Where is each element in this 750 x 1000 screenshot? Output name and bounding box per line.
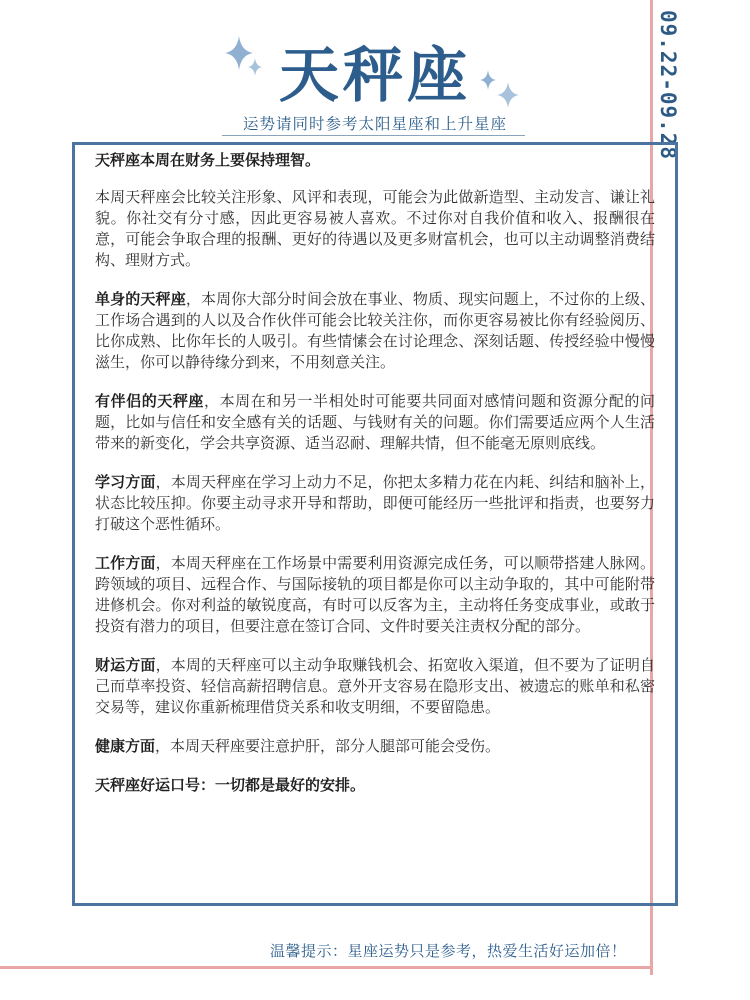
section-partnered <box>95 391 655 454</box>
section-text: ，本周天秤座要注意护肝，部分人腿部可能会受伤。 <box>155 737 501 755</box>
subtitle: 运势请同时参考太阳星座和上升星座 <box>242 115 507 133</box>
section-lead: 工作方面 <box>95 554 156 572</box>
section-lead: 有伴侣的天秤座 <box>95 392 204 410</box>
section-text: ，本周你大部分时间会放在事业、物质、现实问题上，不过你的上级、工作场合遇到的人以及合作伙伴可能会比较关注你，而你更容易被比你有经验阅历、比你成熟、比你年长的人吸引。有些情愫会在讨论理念、深刻话题、传授经验中慢慢滋生，你可以静待缘分到来，不用刻意关注。 <box>95 290 655 371</box>
subtitle-underline <box>222 135 525 136</box>
section-lead: 财运方面 <box>95 656 156 674</box>
section-wealth <box>95 655 655 718</box>
section-single <box>95 289 655 373</box>
date-range: 09.22-09.28 <box>656 10 680 161</box>
lucky-slogan: 天秤座好运口号：一切都是最好的安排。 <box>95 776 366 794</box>
section-text: ，本周天秤座在工作场景中需要利用资源完成任务，可以顺带搭建人脉网。跨领域的项目、远程合作、与国际接轨的项目都是你可以主动争取的，其中可能附带进修机会。你对利益的敏锐度高，有时可以反客为主，主动将任务变成事业，或敢于投资有潜力的项目，但要注意在签订合同、文件时要关注责权分配的部分。 <box>95 554 655 635</box>
paragraph-general: 本周天秤座会比较关注形象、风评和表现，可能会为此做新造型、主动发言、谦让礼貌。你社交有分寸感，因此更容易被人喜欢。不过你对自我价值和收入、报酬很在意，可能会争取合理的报酬、更好的待遇以及更多财富机会，也可以主动调整消费结构、理财方式。 <box>95 188 655 269</box>
section-study <box>95 472 655 535</box>
section-text: ，本周的天秤座可以主动争取赚钱机会、拓宽收入渠道，但不要为了证明自己而草率投资、轻信高薪招聘信息。意外开支容易在隐形支出、被遗忘的账单和私密交易等，建议你重新梳理借贷关系和收支明细，不要留隐患。 <box>95 656 655 716</box>
section-text: ，本周在和另一半相处时可能要共同面对感情问题和资源分配的问题，比如与信任和安全感有关的话题、与钱财有关的问题。你们需要适应两个人生活带来的新变化，学会共享资源、适当忍耐、理解共情，但不能毫无原则底线。 <box>95 392 655 452</box>
footer-tip: 温馨提示：星座运势只是参考，热爱生活好运加倍！ <box>270 942 627 960</box>
page-title: 天秤座 <box>279 41 471 111</box>
section-work <box>95 553 655 637</box>
section-lead: 健康方面 <box>95 737 156 755</box>
section-lead: 学习方面 <box>95 473 156 491</box>
section-lead: 单身的天秤座 <box>95 290 186 308</box>
section-health <box>95 736 655 757</box>
section-text: ，本周天秤座在学习上动力不足，你把太多精力花在内耗、纠结和脑补上，状态比较压抑。你要主动寻求开导和帮助，即便可能经历一些批评和指责，也要努力打破这个恶性循环。 <box>95 473 655 533</box>
horoscope-content <box>95 150 655 814</box>
pink-frame-horizontal-line <box>0 966 653 969</box>
intro-heading: 天秤座本周在财务上要保持理智。 <box>95 151 321 169</box>
